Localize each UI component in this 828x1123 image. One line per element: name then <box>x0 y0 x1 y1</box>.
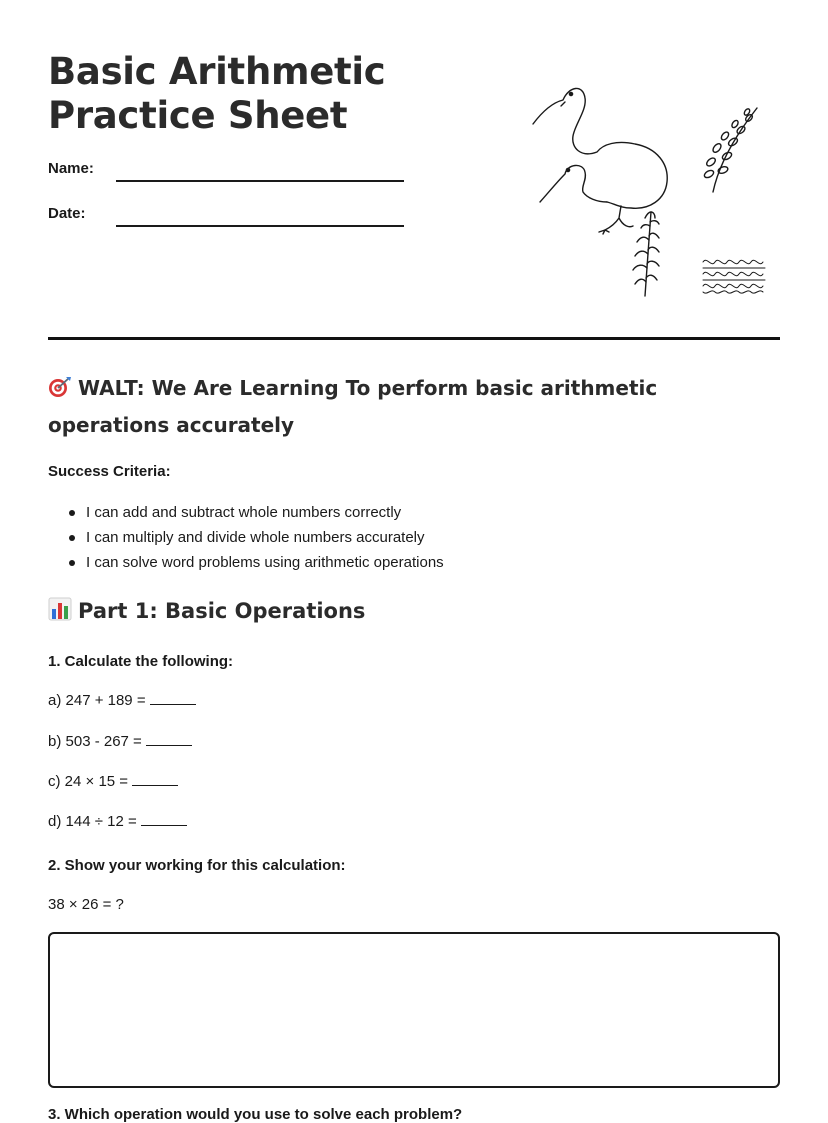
fern-frond-icon <box>703 108 757 192</box>
question-1a-text: a) 247 + 189 = <box>48 692 146 709</box>
walt-text: WALT: We Are Learning To perform basic arithmetic operations accurately <box>48 376 658 437</box>
date-line[interactable] <box>116 225 404 227</box>
question-1c <box>48 773 178 790</box>
question-3-label: 3. Which operation would you use to solve each problem? <box>48 1106 463 1123</box>
answer-blank[interactable] <box>150 692 196 705</box>
list-item: I can multiply and divide whole numbers accurately <box>48 525 444 550</box>
fern-leaf-icon <box>633 212 659 296</box>
success-criteria-list <box>48 500 444 575</box>
name-line[interactable] <box>116 180 404 182</box>
question-1d <box>48 813 187 830</box>
title-line-1: Basic Arithmetic <box>48 50 386 93</box>
answer-blank[interactable] <box>132 773 178 786</box>
answer-blank[interactable] <box>146 733 192 746</box>
target-icon <box>48 376 72 398</box>
question-1a <box>48 692 196 709</box>
question-2-label: 2. Show your working for this calculation: <box>48 857 346 874</box>
bar-chart-icon <box>48 597 72 621</box>
question-2-expression: 38 × 26 = ? <box>48 896 124 913</box>
title-line-2: Practice Sheet <box>48 94 348 137</box>
kiwi-bird-icon <box>533 88 667 234</box>
question-1b-text: b) 503 - 267 = <box>48 733 142 750</box>
list-item: I can add and subtract whole numbers correctly <box>48 500 444 525</box>
walt-heading <box>48 370 783 444</box>
section-divider <box>48 337 780 340</box>
answer-blank[interactable] <box>141 813 187 826</box>
page-title <box>48 50 385 138</box>
question-1d-text: d) 144 ÷ 12 = <box>48 813 137 830</box>
date-label: Date: <box>48 205 86 222</box>
list-item: I can solve word problems using arithmetic operations <box>48 550 444 575</box>
maori-pattern-icon <box>701 256 765 296</box>
question-1-label: 1. Calculate the following: <box>48 653 234 670</box>
part1-title: Part 1: Basic Operations <box>78 599 366 623</box>
success-criteria-label: Success Criteria: <box>48 463 171 480</box>
part1-heading <box>48 595 365 627</box>
nz-illustration <box>525 78 775 303</box>
name-label: Name: <box>48 160 94 177</box>
working-box[interactable] <box>48 932 780 1088</box>
question-1b <box>48 733 192 750</box>
question-1c-text: c) 24 × 15 = <box>48 773 129 790</box>
